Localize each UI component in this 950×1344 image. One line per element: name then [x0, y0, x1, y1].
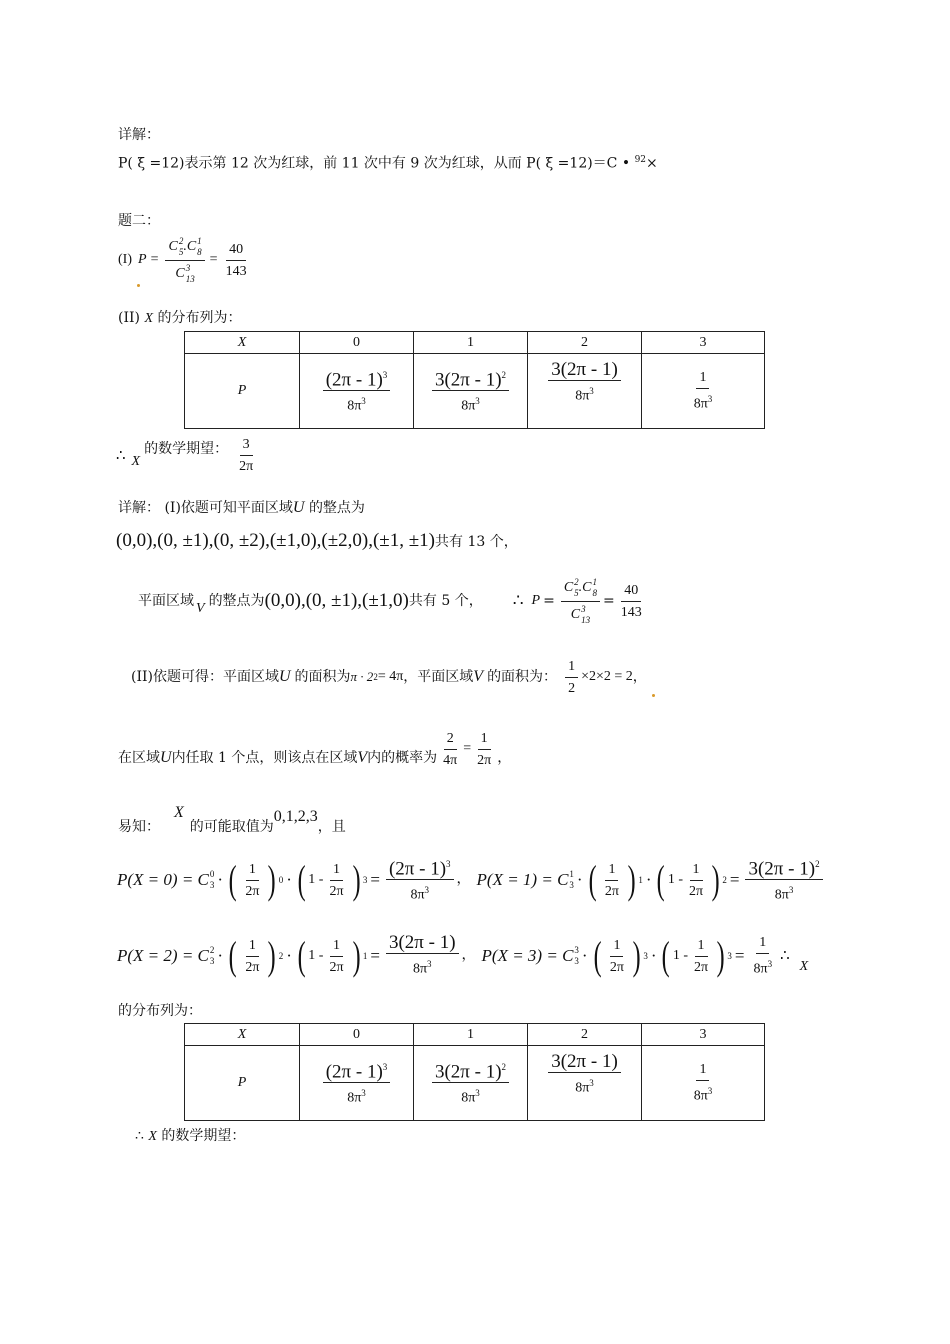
possible-values-line: 易知： X 的可能取值为 0,1,2,3 ，且 — [118, 804, 346, 835]
distribution-table — [184, 331, 765, 429]
problem2-heading: 题二： — [118, 213, 160, 229]
table-header-cell: 3 — [642, 1024, 765, 1046]
half-fraction: $\frac{1}{2}$ — [565, 658, 578, 697]
detail1-heading: 详解： — [118, 127, 160, 143]
marker-dot — [652, 694, 655, 697]
part1-probability: (I) P = C 2 5 .C 1 8 C 3 13 = $\frac{40}{143}$ — [118, 236, 253, 284]
detail2-intro: 详解： (I)依题可知平面区域U 的整点为 — [118, 499, 365, 516]
distribution-title: 的分布列为： — [118, 1003, 202, 1019]
table-cell: $\frac{(2\pi - 1)^3}{8\pi^3}$ — [300, 1046, 414, 1121]
final-expectation: ∴ X 的数学期望： — [135, 1128, 246, 1144]
table-header-cell: 2 — [528, 1024, 642, 1046]
table-row-label: P — [185, 354, 300, 429]
result-fraction-2: $\frac{40}{143}$ — [620, 582, 642, 620]
marker-dot — [137, 284, 140, 287]
combination-fraction-2: C 2 5 .C 1 8 C 3 13 — [561, 577, 600, 626]
table-header-cell: 0 — [300, 1024, 414, 1046]
table-cell: $\frac{3(2\pi - 1)^2}{8\pi^3}$ — [414, 354, 528, 429]
probability-line: 在区域 U 内任取 1 个点，则该点在区域 V 内的概率为 $\frac{2}{4\pi}$ = $\frac{1}{2\pi}$ ， — [118, 730, 512, 768]
detail1-line: P( ξ =12)表示第 12 次为红球，前 11 次中有 9 次为红球，从而 P( ξ =12)＝C • $^{92}$× — [118, 155, 658, 172]
integer-points-u: (0,0),(0, ±1),(0, ±2),(±1,0),(±2,0),(±1, ±1)共有 13 个， — [116, 530, 518, 551]
table-header-cell: 2 — [528, 332, 642, 354]
table-header-cell: 1 — [414, 332, 528, 354]
formula-p0-p1: P(X = 0) = C 0 3 · ( $\frac{1}{2\pi}$ ) 0 · ( 1 - $\frac{1}{2\pi}$ ) 3 = $\frac{(2\pi - 1)^3}{8\pi^3}$ ， P(X = 1) = C 1 3 · ( $\frac{1}{2\pi}$ ) 1 · ( 1 - $\frac{1}{2\pi}$ ) 2 = $\frac{3(2\pi - 1)^2}{8\pi^3}$ — [117, 850, 826, 910]
part2-line: (II) X 的分布列为： — [118, 310, 242, 326]
expectation-line: ∴ X 的数学期望： $\frac{3}{2\pi}$ — [116, 430, 259, 480]
table-cell: $\frac{1}{8\pi^3}$ — [642, 1046, 765, 1121]
table-row-label: P — [185, 1046, 300, 1121]
table-header-cell: 3 — [642, 332, 765, 354]
table-header-row — [185, 332, 765, 354]
table-cell: $\frac{3(2\pi - 1)^2}{8\pi^3}$ — [414, 1046, 528, 1121]
expectation-fraction: $\frac{3}{2\pi}$ — [239, 436, 254, 474]
table-cell: $\frac{1}{8\pi^3}$ — [642, 354, 765, 429]
table-header-cell: X — [185, 1024, 300, 1046]
area-line: (II)依题可得：平面区域 U 的面积为 π · 2 2 = 4π ，平面区域 V 的面积为： $\frac{1}{2}$ ×2×2 = 2 ， — [131, 658, 647, 696]
table-header-row — [185, 1024, 765, 1046]
probability-fraction: $\frac{2}{4\pi}$ — [443, 730, 458, 768]
table-header-cell: 0 — [300, 332, 414, 354]
integer-points-v: 平面区域 V 的整点为 (0,0),(0, ±1),(±1,0) 共有 5 个， ∴ P = C 2 5 .C 1 8 C 3 13 = $\frac{40}{143}$ — [138, 576, 648, 626]
table-row — [185, 1046, 765, 1121]
table-row — [185, 354, 765, 429]
table-cell: $\frac{3(2\pi - 1)}{8\pi^3}$ — [528, 354, 642, 429]
result-fraction: $\frac{40}{143}$ — [225, 241, 247, 279]
table-cell: $\frac{(2\pi - 1)^3}{8\pi^3}$ — [300, 354, 414, 429]
distribution-table-2 — [184, 1023, 765, 1121]
combination-fraction: C 2 5 .C 1 8 C 3 13 — [165, 236, 204, 285]
probability-result-fraction: $\frac{1}{2\pi}$ — [477, 730, 492, 768]
table-header-cell: 1 — [414, 1024, 528, 1046]
formula-p2-p3: P(X = 2) = C 2 3 · ( $\frac{1}{2\pi}$ ) 2 · ( 1 - $\frac{1}{2\pi}$ ) 1 = $\frac{3(2\pi - 1)}{8\pi^3}$ ， P(X = 3) = C 3 3 · ( $\frac{1}{2\pi}$ ) 3 · ( 1 - $\frac{1}{2\pi}$ ) 3 = $\frac{1}{8\pi^3}$ ∴ X — [117, 932, 809, 978]
table-cell: $\frac{3(2\pi - 1)}{8\pi^3}$ — [528, 1046, 642, 1121]
table-header-cell: X — [185, 332, 300, 354]
